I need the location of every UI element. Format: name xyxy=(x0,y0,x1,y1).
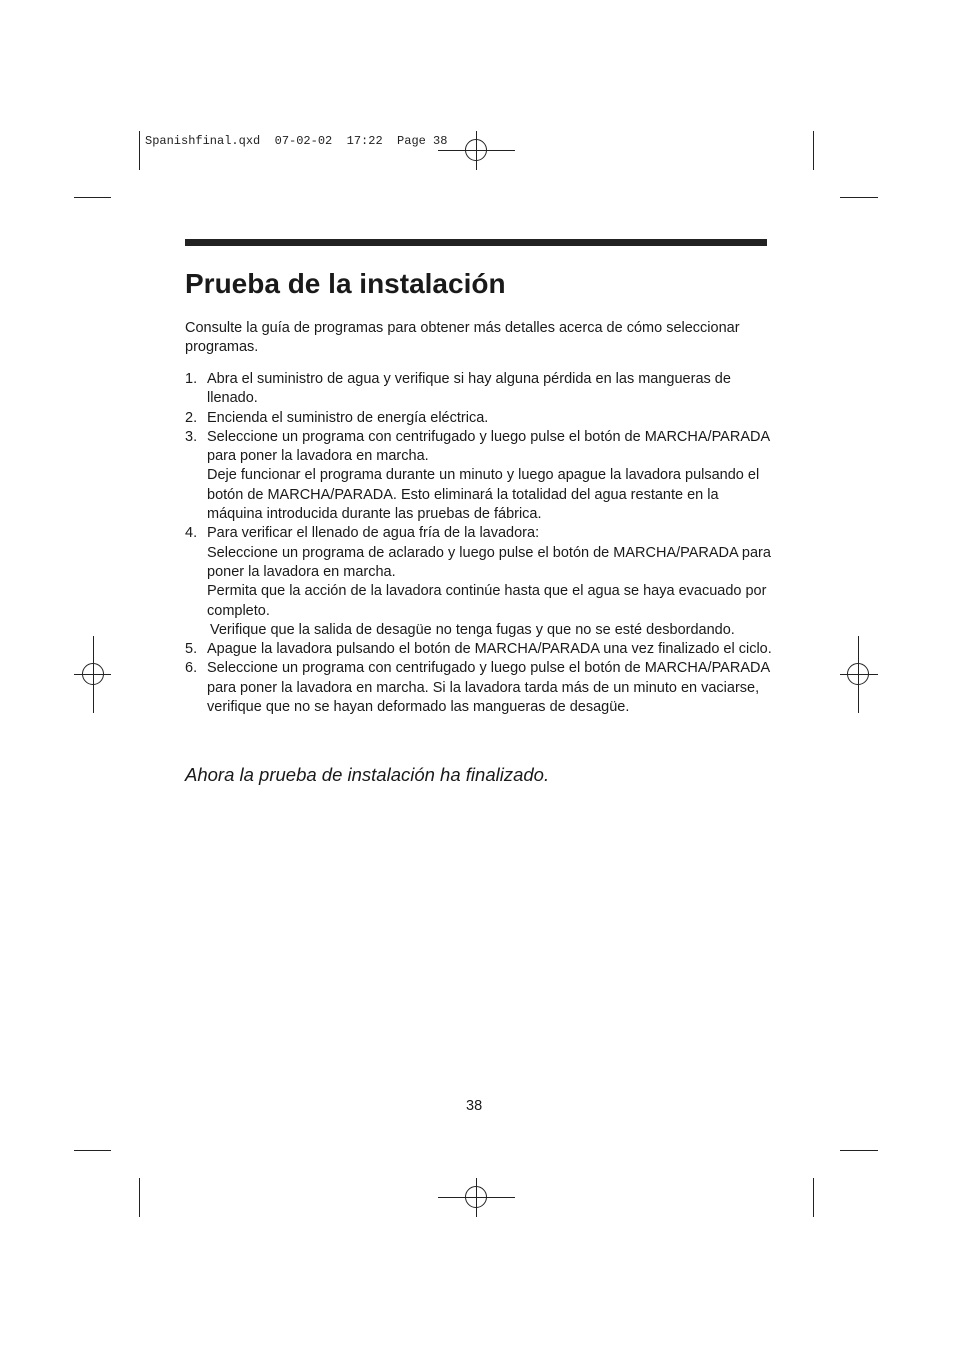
step-text: Para verificar el llenado de agua fría de la lavadora: xyxy=(207,525,540,542)
step-item xyxy=(185,659,775,717)
crop-mark xyxy=(74,1150,111,1151)
closing-note: Ahora la prueba de instalación ha finalizado. xyxy=(185,764,550,785)
step-text: Permita que la acción de la lavadora continúe hasta que el agua se haya evacuado por completo. xyxy=(207,583,767,619)
page-title: Prueba de la instalación xyxy=(185,268,506,299)
crop-mark xyxy=(74,197,111,198)
heading-rule xyxy=(185,239,767,246)
step-number: 2. xyxy=(185,409,198,426)
crop-mark xyxy=(813,131,814,170)
steps-list xyxy=(185,370,775,717)
crop-mark xyxy=(813,1178,814,1217)
step-text: Apague la lavadora pulsando el botón de MARCHA/PARADA una vez finalizado el ciclo. xyxy=(207,641,772,658)
step-text: Abra el suministro de agua y verifique si hay alguna pérdida en las mangueras de llenado. xyxy=(207,371,731,407)
step-text: Seleccione un programa con centrifugado y luego pulse el botón de MARCHA/PARADA para poner la lavadora en marcha. Si la lavadora tarda más de un minuto en vaciarse, verifique que no se hayan deformado las mangueras de desagüe. xyxy=(207,660,770,716)
step-number: 4. xyxy=(185,525,198,542)
step-item xyxy=(185,524,775,640)
step-text: Seleccione un programa de aclarado y luego pulse el botón de MARCHA/PARADA para poner la lavadora en marcha. xyxy=(207,544,771,580)
step-item xyxy=(185,409,775,428)
print-slug: Spanishfinal.qxd 07-02-02 17:22 Page 38 xyxy=(145,134,448,148)
step-text: Deje funcionar el programa durante un minuto y luego apague la lavadora pulsando el botón de MARCHA/PARADA. Esto eliminará la totalidad del agua restante en la máquina introducida durante las pruebas de fábrica. xyxy=(207,467,760,523)
step-text: Seleccione un programa con centrifugado y luego pulse el botón de MARCHA/PARADA para poner la lavadora en marcha. xyxy=(207,428,770,465)
step-number: 6. xyxy=(185,660,198,677)
intro-paragraph: Consulte la guía de programas para obtener más detalles acerca de cómo seleccionar programas. xyxy=(185,320,740,355)
step-item xyxy=(185,370,775,409)
step-text: Verifique que la salida de desagüe no tenga fugas y que no se esté desbordando. xyxy=(210,621,735,638)
step-item xyxy=(185,428,775,524)
crop-mark xyxy=(139,1178,140,1217)
crop-mark xyxy=(840,1150,878,1151)
step-text: Encienda el suministro de energía eléctrica. xyxy=(207,409,489,426)
step-number: 1. xyxy=(185,371,198,387)
crop-mark xyxy=(840,197,878,198)
crop-mark xyxy=(139,131,140,170)
step-number: 5. xyxy=(185,641,198,658)
step-number: 3. xyxy=(185,428,198,445)
step-item xyxy=(185,640,775,659)
page-number: 38 xyxy=(466,1098,483,1114)
